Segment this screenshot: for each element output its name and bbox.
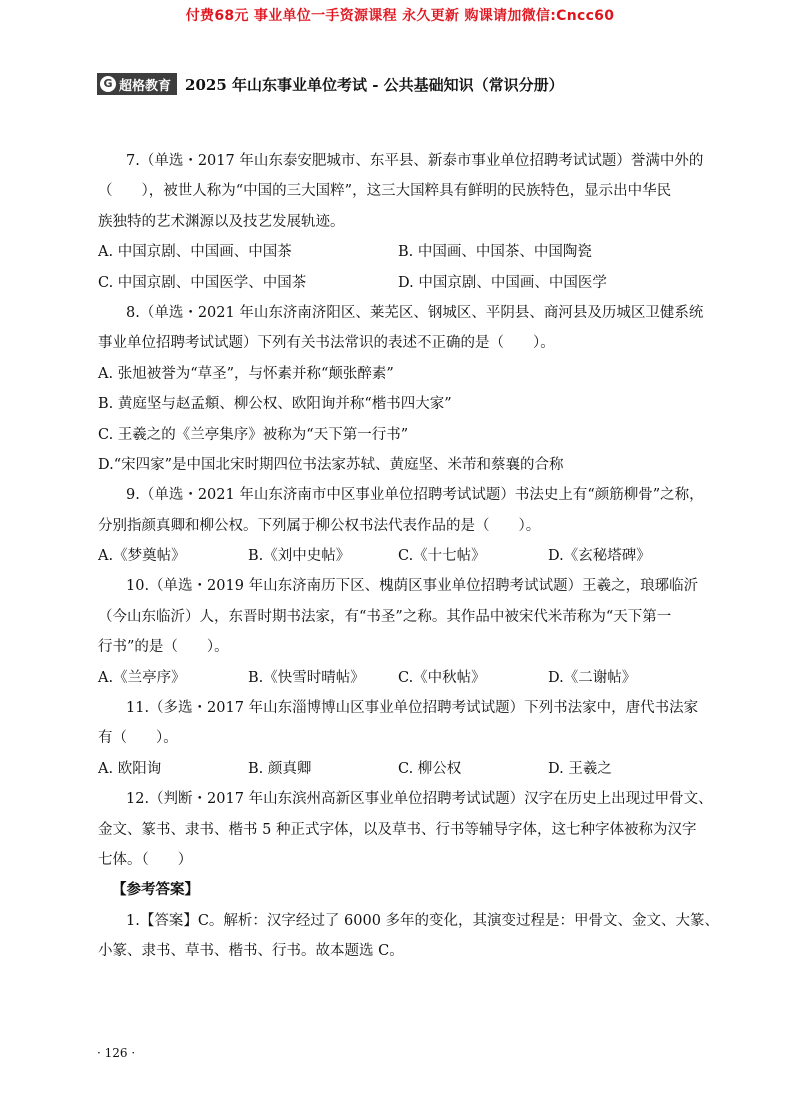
options-row	[98, 541, 708, 571]
option-a: A. 欧阳询	[98, 760, 162, 777]
option-d: D.《玄秘塔碑》	[548, 548, 651, 565]
question-9	[98, 480, 708, 571]
option-d: D. 中国京剧、中国画、中国医学	[398, 274, 607, 291]
logo-icon: G	[100, 76, 116, 92]
option-c: C.《十七帖》	[398, 548, 486, 565]
option-c: C. 中国京剧、中国医学、中国茶	[98, 274, 307, 291]
question-10	[98, 571, 708, 693]
option-b: B.《刘中史帖》	[248, 548, 351, 565]
option-d: D. 王羲之	[548, 760, 612, 777]
question-11	[98, 693, 708, 784]
option-d: D.《二谢帖》	[548, 669, 637, 686]
brand-logo	[97, 73, 177, 95]
question-text-line: 分别指颜真卿和柳公权。下列属于柳公权书法代表作品的是（ ）。	[98, 517, 541, 534]
question-12	[98, 784, 713, 875]
option-b: B. 颜真卿	[248, 760, 312, 777]
question-text-line: 9.（单选・2021 年山东济南市中区事业单位招聘考试试题）书法史上有“颜筋柳骨”之称，	[126, 487, 704, 504]
option-c: C. 柳公权	[398, 760, 462, 777]
page-header	[97, 73, 564, 95]
option-b: B. 黄庭坚与赵孟頫、柳公权、欧阳询并称“楷书四大家”	[98, 396, 452, 413]
question-text-line: 金文、篆书、隶书、楷书 5 种正式字体，以及草书、行书等辅导字体，这七种字体被称为汉字	[98, 821, 697, 838]
option-c: C. 王羲之的《兰亭集序》被称为“天下第一行书”	[98, 426, 409, 443]
question-text-line: 10.（单选・2019 年山东济南历下区、槐荫区事业单位招聘考试试题）王羲之，琅琊临沂	[126, 578, 699, 595]
page-number: · 126 ·	[97, 1046, 136, 1060]
answer-heading: 【参考答案】	[112, 881, 199, 899]
answer-section	[98, 875, 720, 966]
option-a: A. 张旭被誉为“草圣”，与怀素并称“颠张醉素”	[98, 365, 394, 382]
question-text-line: （今山东临沂）人，东晋时期书法家，有“书圣”之称。其作品中被宋代米芾称为“天下第一	[98, 608, 672, 625]
option-b: B.《快雪时晴帖》	[248, 669, 365, 686]
options-row	[98, 754, 708, 784]
question-text-line: （ ），被世人称为“中国的三大国粹”，这三大国粹具有鲜明的民族特色，显示出中华民	[98, 183, 672, 200]
options-row	[98, 237, 708, 267]
answer-text-line: 小篆、隶书、草书、楷书、行书。故本题选 C。	[98, 943, 404, 960]
logo-text: 超格教育	[119, 78, 172, 94]
option-c: C.《中秋帖》	[398, 669, 486, 686]
question-7	[98, 146, 708, 298]
question-text-line: 族独特的艺术渊源以及技艺发展轨迹。	[98, 213, 345, 230]
option-a: A. 中国京剧、中国画、中国茶	[98, 244, 292, 261]
question-text-line: 有（ ）。	[98, 730, 178, 747]
option-a: A.《梦奠帖》	[98, 548, 186, 565]
option-b: B. 中国画、中国茶、中国陶瓷	[398, 244, 592, 261]
answer-text-line: 1.【答案】C。解析：汉字经过了 6000 多年的变化，其演变过程是：甲骨文、金文、大篆、	[126, 912, 720, 929]
question-text-line: 行书”的是（ ）。	[98, 639, 229, 656]
options-row	[98, 663, 708, 693]
question-text-line: 12.（判断・2017 年山东滨州高新区事业单位招聘考试试题）汉字在历史上出现过甲骨文、	[126, 791, 713, 808]
page-content	[98, 146, 720, 967]
question-text-line: 事业单位招聘考试试题）下列有关书法常识的表述不正确的是（ ）。	[98, 335, 555, 352]
question-text-line: 7.（单选・2017 年山东泰安肥城市、东平县、新泰市事业单位招聘考试试题）誉满中外的	[126, 153, 704, 169]
question-8	[98, 298, 708, 480]
promo-banner: 付费68元 事业单位一手资源课程 永久更新 购课请加微信:Cncc60	[185, 8, 615, 24]
book-title: 2025 年山东事业单位考试 - 公共基础知识（常识分册）	[185, 75, 564, 94]
question-text-line: 七体。（ ）	[98, 851, 193, 868]
option-d: D.“宋四家”是中国北宋时期四位书法家苏轼、黄庭坚、米芾和蔡襄的合称	[98, 456, 564, 473]
question-text-line: 11.（多选・2017 年山东淄博博山区事业单位招聘考试试题）下列书法家中，唐代书法家	[126, 700, 699, 717]
options-row	[98, 268, 708, 298]
question-text-line: 8.（单选・2021 年山东济南济阳区、莱芜区、钢城区、平阴县、商河县及历城区卫健系统	[126, 304, 704, 321]
option-a: A.《兰亭序》	[98, 669, 186, 686]
